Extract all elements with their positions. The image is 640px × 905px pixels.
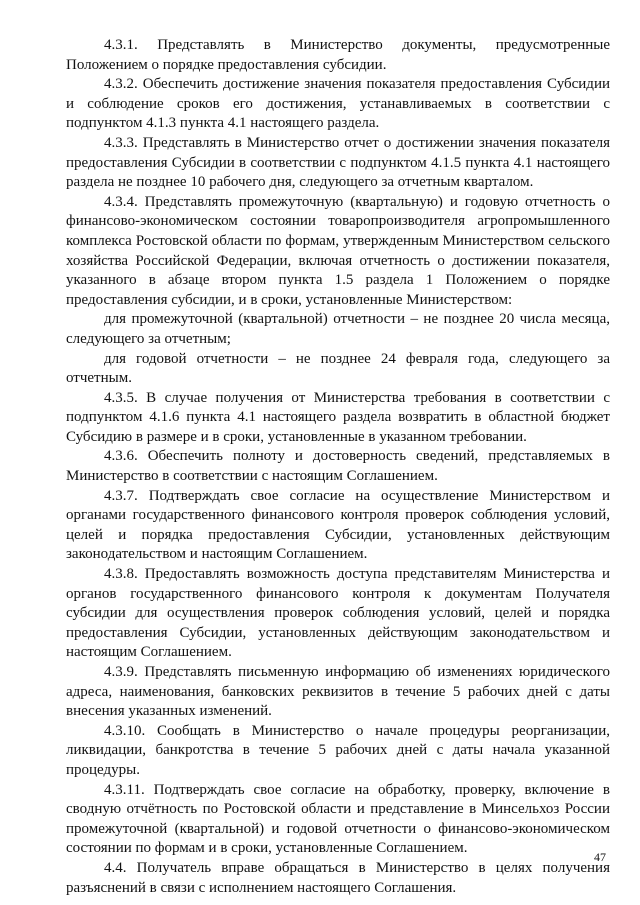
paragraph-4-3-8: 4.3.8. Предоставлять возможность доступа представителям Министерства и органов государственного финансового контроля к документам Получателя субсидии для осуществления проверок соблюдения условий, целей и порядка предоставления Субсидии, установленных действующим законодательством и настоящим Соглашением.	[66, 566, 610, 661]
paragraph-annual-deadline: для годовой отчетности – не позднее 24 февраля года, следующего за отчетным.	[66, 350, 610, 387]
paragraph-4-3-9: 4.3.9. Представлять письменную информацию об изменениях юридического адреса, наименования, банковских реквизитов в течение 5 рабочих дней с даты внесения указанных изменений.	[66, 664, 610, 720]
paragraph-4-3-11: 4.3.11. Подтверждать свое согласие на обработку, проверку, включение в сводную отчётность по Ростовской области и представление в Минсельхоз России промежуточной (квартальной) и годовой отчетности о финансово-экономическом состоянии по формам и в сроки, установленные Соглашением.	[66, 781, 610, 857]
paragraph-4-3-2: 4.3.2. Обеспечить достижение значения показателя предоставления Субсидии и соблюдение сроков его достижения, устанавливаемых в соответствии с подпунктом 4.1.3 пункта 4.1 настоящего раздела.	[66, 76, 610, 132]
paragraph-4-3-7: 4.3.7. Подтверждать свое согласие на осуществление Министерством и органами государственного финансового контроля проверок соблюдения условий, целей и порядка предоставления Субсидии, установленных действующим законодательством и настоящим Соглашением.	[66, 487, 610, 563]
paragraph-4-4: 4.4. Получатель вправе обращаться в Министерство в целях получения разъяснений в связи с исполнением настоящего Соглашения.	[66, 859, 610, 896]
paragraph-4-3-6: 4.3.6. Обеспечить полноту и достоверность сведений, представляемых в Министерство в соответствии с настоящим Соглашением.	[66, 448, 610, 485]
paragraph-quarterly-deadline: для промежуточной (квартальной) отчетности – не позднее 20 числа месяца, следующего за отчетным;	[66, 311, 610, 347]
paragraph-4-3-1: 4.3.1. Представлять в Министерство документы, предусмотренные Положением о порядке предоставления субсидии.	[66, 37, 610, 73]
paragraph-4-3-3: 4.3.3. Представлять в Министерство отчет о достижении значения показателя предоставления Субсидии в соответствии с подпунктом 4.1.5 пункта 4.1 настоящего раздела не позднее 10 рабочего дня, следующего за отчетным кварталом.	[66, 134, 610, 191]
paragraph-4-3-5: 4.3.5. В случае получения от Министерства требования в соответствии с подпунктом 4.1.6 пункта 4.1 настоящего раздела возвратить в областной бюджет Субсидию в размере и в сроки, установленные в указанном требовании.	[66, 389, 610, 445]
paragraph-4-3-10: 4.3.10. Сообщать в Министерство о начале процедуры реорганизации, ликвидации, банкротства в течение 5 рабочих дней с даты начала указанной процедуры.	[66, 722, 610, 778]
document-body	[66, 36, 610, 898]
page-number: 47	[594, 850, 606, 864]
paragraph-4-3-4: 4.3.4. Представлять промежуточную (квартальную) и годовую отчетность о финансово-экономическом состоянии товаропроизводителя агропромышленного комплекса Ростовской области по формам, утвержденным Министерством сельского хозяйства Российской Федерации, включая отчетность о достижении показателя, указанного в абзаце втором пункта 1.5 раздела 1 Положением о порядке предоставления субсидии, и в сроки, установленные Министерством:	[66, 193, 610, 308]
